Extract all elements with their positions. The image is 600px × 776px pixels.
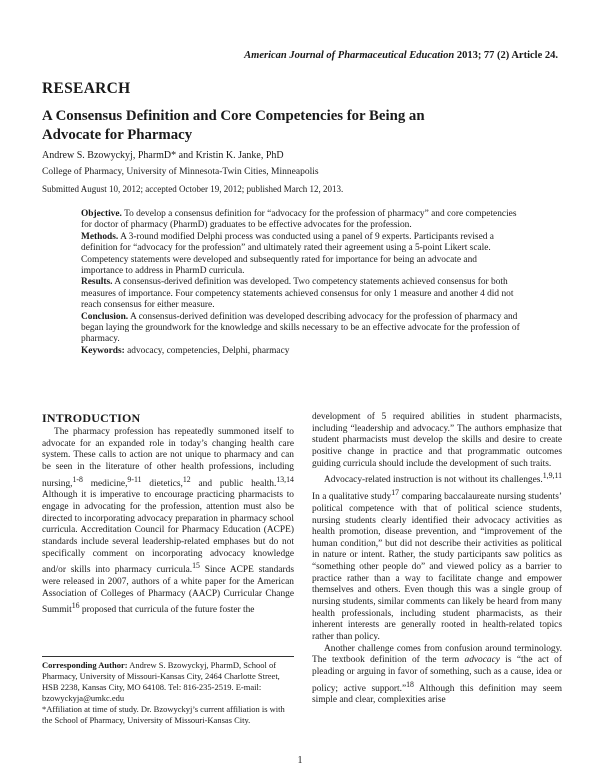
right-column — [312, 412, 562, 707]
intro-text: and public health. — [190, 478, 277, 489]
abstract-conclusion-text: A consensus-derived definition was developed describing advocacy for the profession of pharmacy and began laying the groundwork for the knowledge and skills necessary to be an effective advocate for the profession of pharmacy. — [81, 311, 520, 345]
body-text: is “the act of pleading or arguing in favor of something, such as a cause, idea or policy; active support.” — [312, 655, 562, 694]
defined-term: advocacy — [464, 655, 500, 666]
abstract-conclusion — [81, 312, 521, 346]
footnote-divider — [42, 656, 294, 657]
citation-ref: 9-11 — [127, 474, 142, 484]
abstract-results — [81, 277, 521, 311]
journal-header — [0, 50, 558, 61]
journal-citation: 2013; 77 (2) Article 24. — [456, 50, 558, 61]
abstract-methods-text: A 3-round modified Delphi process was conducted using a panel of 9 experts. Participants revised a definition for “advocacy for the profession” and ultimately rated their agreement using a 5-point Likert scale. Competency statements were developed and subsequently rated for importance for being an advocate and importance to address in PharmD curricula. — [81, 231, 494, 277]
page-number: 1 — [297, 755, 303, 766]
abstract-results-text: A consensus-derived definition was developed. Two competency statements achieved consensus for both measures of importance. Four competency statements achieved consensus for only 1 measure and another 4 did not reach consensus for either measure. — [81, 277, 514, 311]
submission-dates: Submitted August 10, 2012; accepted October 19, 2012; published March 12, 2013. — [42, 184, 344, 194]
affiliation-footnote: *Affiliation at time of study. Dr. Bzowyckyj’s current affiliation is with the School of Pharmacy, University of Missouri-Kansas City. — [42, 704, 285, 725]
keywords-text: advocacy, competencies, Delphi, pharmacy — [127, 345, 290, 356]
corresponding-author-text: Andrew S. Bzowyckyj, PharmD, School of Pharmacy, University of Missouri-Kansas City, 2464 Charlotte Street, HSB 2238, Kansas City, MO 64108. Tel: 816-235-2519. E-mail: bzowyckyja@umkc.edu — [42, 660, 280, 703]
citation-ref: 1-8 — [72, 474, 83, 484]
body-text: comparing baccalaureate nursing students’ political competence with that of political science students, nursing students clearly identified their advocacy activities as health promotion, disease prevention, and “improvement of the human condition,” but did not describe their activities as political in nature or intent. Rather, the study participants saw politics as “something other people do” and viewed policy as a barrier to practice rather than a way to facilitate change and empower themselves and others. Even though this was a single group of nursing students, similar comments can likely be heard from many health professionals, including student pharmacists, as their inherent interests are generally rooted in health-related topics rather than policy. — [312, 492, 562, 643]
body-text: In a qualitative study — [312, 492, 392, 503]
affiliation: College of Pharmacy, University of Minnesota-Twin Cities, Minneapolis — [42, 167, 319, 177]
citation-ref: 18 — [406, 679, 414, 689]
body-paragraph-2 — [312, 470, 562, 643]
abstract-objective-label: Objective. — [81, 209, 122, 219]
section-label: RESEARCH — [42, 80, 131, 97]
body-text: Advocacy-related instruction is not without its challenges. — [324, 475, 543, 486]
body-paragraph-3 — [312, 644, 562, 707]
intro-text: medicine, — [82, 478, 128, 489]
citation-ref: 12 — [182, 474, 191, 484]
intro-text: Since ACPE standards were released in 2007, authors of a white paper for the American Association of Colleges of Pharmacy (AACP) Curricular Change Summit — [42, 565, 294, 616]
intro-paragraph-1 — [42, 427, 294, 617]
author-list: Andrew S. Bzowyckyj, PharmD* and Kristin K. Janke, PhD — [42, 150, 284, 161]
abstract-methods — [81, 232, 521, 278]
intro-text: The pharmacy profession has repeatedly summoned itself to advocate for an expanded role in today’s changing health care system. These calls to action are not unique to pharmacy and can be seen in the literature of other health professions, including nursing, — [42, 427, 294, 489]
abstract-objective — [81, 209, 521, 232]
corresponding-author-label: Corresponding Author: — [42, 660, 128, 670]
abstract-objective-text: To develop a consensus definition for “advocacy for the profession of pharmacy” and core competencies for doctor of pharmacy (PharmD) graduates to be effective advocates for the profession. — [81, 209, 517, 231]
intro-text: dietetics, — [141, 478, 183, 489]
introduction-heading: INTRODUCTION — [42, 411, 141, 425]
body-paragraph-1: development of 5 required abilities in student pharmacists, including “leadership and advocacy.” The authors emphasize that student pharmacists must develop the skills and desire to create positive change in practice and that programmatic outcomes guiding curricula should include the development of such traits. — [312, 412, 562, 469]
corresponding-author-block — [42, 660, 294, 726]
corresponding-author — [42, 660, 294, 704]
citation-ref: 13,14 — [276, 474, 294, 484]
journal-name: American Journal of Pharmaceutical Education — [244, 50, 455, 61]
citation-ref: 15 — [192, 561, 200, 571]
keywords-label: Keywords: — [81, 345, 125, 356]
abstract-keywords — [81, 346, 521, 357]
citation-ref: 16 — [71, 601, 80, 611]
body-text: Although this definition may seem simple and clear, complexities arise — [312, 683, 562, 706]
body-text: Another challenge comes from confusion around terminology. The textbook definition of the term — [312, 643, 562, 666]
abstract-results-label: Results. — [81, 277, 113, 288]
citation-ref: 17 — [391, 488, 400, 498]
left-column — [42, 412, 294, 617]
abstract-conclusion-label: Conclusion. — [81, 311, 129, 322]
abstract — [81, 209, 521, 357]
citation-ref: 1,9,11 — [542, 471, 562, 481]
intro-text: proposed that curricula of the future foster the — [79, 605, 255, 616]
abstract-methods-label: Methods. — [81, 231, 119, 242]
article-title: A Consensus Definition and Core Competencies for Being an Advocate for Pharmacy — [42, 108, 425, 143]
intro-text: Although it is imperative to encourage practicing pharmacists to engage in advocating for the profession, attention must also be directed to incorporating advocacy preparation in pharmacy school curricula. Accreditation Council for Pharmacy Education (ACPE) standards include several leadership-related emphases but do not specifically comment on incorporating advocacy knowledge and/or skills into pharmacy curricula. — [42, 490, 294, 576]
